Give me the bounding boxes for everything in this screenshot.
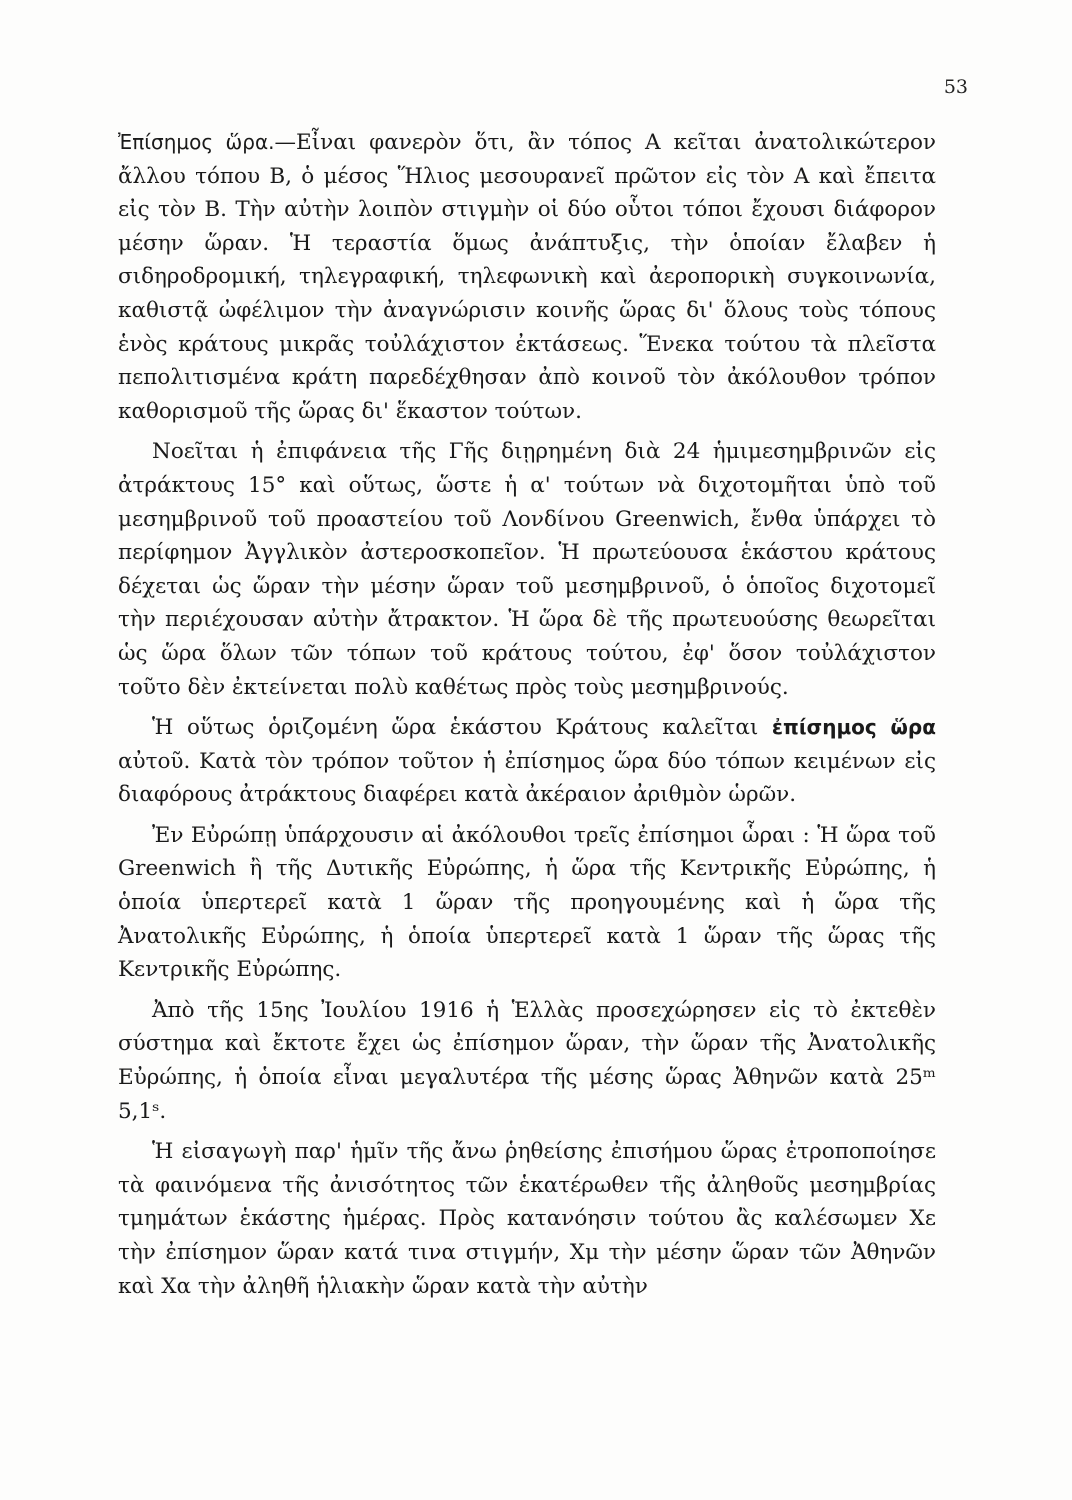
- paragraph-europe-zones: [118, 819, 936, 987]
- paragraph-text-before: Ἡ οὕτως ὁριζομένη ὥρα ἑκάστου Κράτους καλεῖται: [152, 715, 772, 741]
- page-number: 53: [943, 76, 968, 98]
- paragraph-text: Νοεῖται ἡ ἐπιφάνεια τῆς Γῆς διῃρημένη διὰ 24 ἡμιμεσημβρινῶν εἰς ἀτράκτους 15° καὶ οὕτως, ὥστε ἡ α' τούτων νὰ διχοτομῆται ὑπὸ τοῦ μεσημβρινοῦ τοῦ προαστείου τοῦ Λονδίνου Greenwich, ἔνθα ὑπάρχει τὸ περίφημον Ἀγγλικὸν ἀστεροσκοπεῖον. Ἡ πρωτεύουσα ἑκάστου κράτους δέχεται ὡς ὥραν τὴν μέσην ὥραν τοῦ μεσημβρινοῦ, ὁ ὁποῖος διχοτομεῖ τὴν περιέχουσαν αὐτὴν ἄτρακτον. Ἡ ὥρα δὲ τῆς πρωτευούσης θεωρεῖται ὡς ὥρα ὅλων τῶν τόπων τοῦ κράτους τούτου, ἐφ' ὅσον τοὐλάχιστον τοῦτο δὲν ἐκτείνεται πολὺ καθέτως πρὸς τοὺς μεσημβρινούς.: [118, 439, 936, 700]
- paragraph-greece-1916: [118, 994, 936, 1128]
- body-text: [118, 126, 936, 1303]
- paragraph-official-time-intro: [118, 126, 936, 428]
- paragraph-introduction-effects: [118, 1135, 936, 1303]
- paragraph-time-zones: [118, 435, 936, 704]
- paragraph-definition: [118, 711, 936, 812]
- paragraph-text: —Εἶναι φανερὸν ὅτι, ἂν τόπος Α κεῖται ἀνατολικώτερον ἄλλου τόπου Β, ὁ μέσος Ἥλιος μεσουρανεῖ πρῶτον εἰς τὸν Α καὶ ἔπειτα εἰς τὸν Β. Τὴν αὐτὴν λοιπὸν στιγμὴν οἱ δύο οὗτοι τόποι ἔχουσι διάφορον μέσην ὥραν. Ἡ τεραστία ὅμως ἀνάπτυξις, τὴν ὁποίαν ἔλαβεν ἡ σιδηροδρομική, τηλεγραφική, τηλεφωνικὴ καὶ ἀεροπορικὴ συγκοινωνία, καθιστᾷ ὠφέλιμον τὴν ἀναγνώρισιν κοινῆς ὥρας δι' ὅλους τοὺς τόπους ἑνὸς κράτους μικρᾶς τοὐλάχιστον ἐκτάσεως. Ἕνεκα τούτου τὰ πλεῖστα πεπολιτισμένα κράτη παρεδέχθησαν ἀπὸ κοινοῦ τὸν ἀκόλουθον τρόπον καθορισμοῦ τῆς ὥρας δι' ἕκαστον τούτων.: [118, 130, 936, 424]
- defined-term: ἐπίσημος ὥρα: [771, 715, 936, 740]
- section-heading: Ἐπίσημος ὥρα.: [118, 130, 275, 154]
- paragraph-text-after: αὐτοῦ. Κατὰ τὸν τρόπον τοῦτον ἡ ἐπίσημος ὥρα δύο τόπων κειμένων εἰς διαφόρους ἀτράκτους διαφέρει κατὰ ἀκέραιον ἀριθμὸν ὡρῶν.: [118, 748, 936, 808]
- paragraph-text: Ἡ εἰσαγωγὴ παρ' ἡμῖν τῆς ἄνω ῥηθείσης ἐπισήμου ὥρας ἐτροποποίησε τὰ φαινόμενα τῆς ἀνισότητος τῶν ἑκατέρωθεν τῆς ἀληθοῦς μεσημβρίας τμημάτων ἑκάστης ἡμέρας. Πρὸς κατανόησιν τούτου ἂς καλέσωμεν Χε τὴν ἐπίσημον ὥραν κατά τινα στιγμήν, Χμ τὴν μέσην ὥραν τῶν Ἀθηνῶν καὶ Χα τὴν ἀληθῆ ἡλιακὴν ὥραν κατὰ τὴν αὐτὴν: [118, 1139, 936, 1299]
- paragraph-text: Ἐν Εὐρώπῃ ὑπάρχουσιν αἱ ἀκόλουθοι τρεῖς ἐπίσημοι ὧραι : Ἡ ὥρα τοῦ Greenwich ἢ τῆς Δυτικῆς Εὐρώπης, ἡ ὥρα τῆς Κεντρικῆς Εὐρώπης, ἡ ὁποία ὑπερτερεῖ κατὰ 1 ὥραν τῆς προηγουμένης καὶ ἡ ὥρα τῆς Ἀνατολικῆς Εὐρώπης, ἡ ὁποία ὑπερτερεῖ κατὰ 1 ὥραν τῆς ὥρας τῆς Κεντρικῆς Εὐρώπης.: [118, 822, 936, 983]
- paragraph-text: Ἀπὸ τῆς 15ης Ἰουλίου 1916 ἡ Ἑλλὰς προσεχώρησεν εἰς τὸ ἐκτεθὲν σύστημα καὶ ἔκτοτε ἔχει ὡς ἐπίσημον ὥραν, τὴν ὥραν τῆς Ἀνατολικῆς Εὐρώπης, ἡ ὁποία εἶναι μεγαλυτέρα τῆς μέσης ὥρας Ἀθηνῶν κατὰ 25ᵐ 5,1ˢ.: [118, 997, 936, 1124]
